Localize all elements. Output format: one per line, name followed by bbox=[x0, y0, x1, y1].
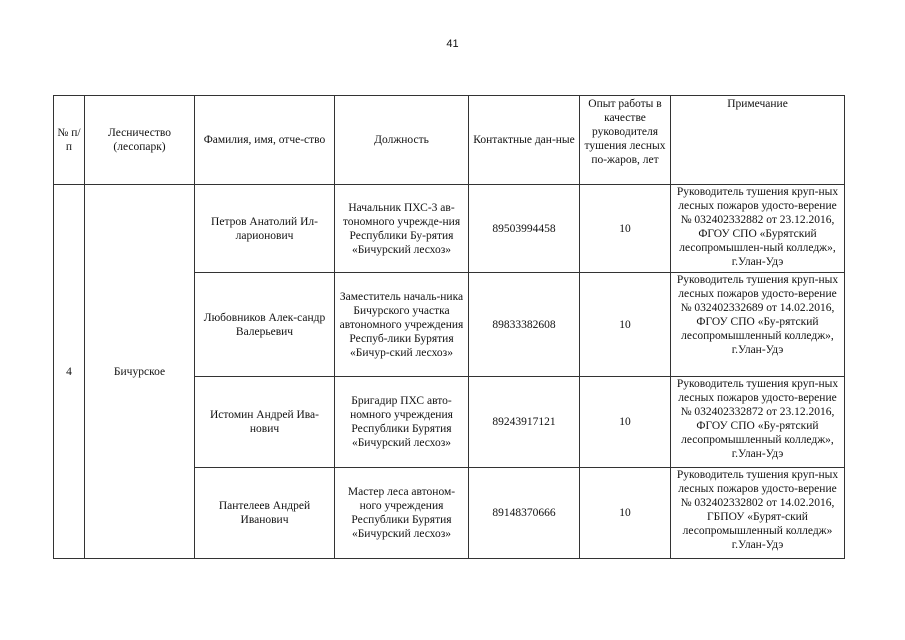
person-name: Петров Анатолий Ил-ларионович bbox=[195, 185, 335, 273]
person-experience: 10 bbox=[580, 273, 671, 377]
person-experience: 10 bbox=[580, 468, 671, 559]
person-name: Истомин Андрей Ива-нович bbox=[195, 377, 335, 468]
header-experience: Опыт работы в качестве руководителя тушения лесных по-жаров, лет bbox=[580, 96, 671, 185]
person-phone: 89148370666 bbox=[469, 468, 580, 559]
table-row bbox=[54, 185, 845, 273]
forestry-name: Бичурское bbox=[85, 185, 195, 559]
page-number: 41 bbox=[446, 38, 459, 50]
header-forestry: Лесничество (лесопарк) bbox=[85, 96, 195, 185]
person-phone: 89503994458 bbox=[469, 185, 580, 273]
person-phone: 89243917121 bbox=[469, 377, 580, 468]
person-note: Руководитель тушения круп-ных лесных пожаров удосто-верение № 032402332882 от 23.12.2016, ФГОУ СПО «Бурятский лесопромышлен-ный колледж», г.Улан-Удэ bbox=[671, 185, 845, 273]
person-position: Мастер леса автоном-ного учреждения Республики Бурятия «Бичурский лесхоз» bbox=[335, 468, 469, 559]
person-name: Любовников Алек-сандр Валерьевич bbox=[195, 273, 335, 377]
person-phone: 89833382608 bbox=[469, 273, 580, 377]
personnel-table bbox=[53, 95, 845, 559]
header-row bbox=[54, 96, 845, 185]
person-note: Руководитель тушения круп-ных лесных пожаров удосто-верение № 032402332802 от 14.02.2016, ГБПОУ «Бурят-ский лесопромышленный колледж» г.Улан-Удэ bbox=[671, 468, 845, 559]
person-position: Бригадир ПХС авто-номного учреждения Республики Бурятия «Бичурский лесхоз» bbox=[335, 377, 469, 468]
header-num: № п/п bbox=[54, 96, 85, 185]
person-name: Пантелеев Андрей Иванович bbox=[195, 468, 335, 559]
person-experience: 10 bbox=[580, 185, 671, 273]
header-note: Примечание bbox=[671, 96, 845, 185]
person-position: Начальник ПХС-3 ав-тономного учрежде-ния Республики Бу-рятия «Бичурский лесхоз» bbox=[335, 185, 469, 273]
header-contacts: Контактные дан-ные bbox=[469, 96, 580, 185]
group-number: 4 bbox=[54, 185, 85, 559]
person-position: Заместитель началь-ника Бичурского участка автономного учреждения Респуб-лики Бурятия «Бичур-ский лесхоз» bbox=[335, 273, 469, 377]
header-position: Должность bbox=[335, 96, 469, 185]
header-name: Фамилия, имя, отче-ство bbox=[195, 96, 335, 185]
person-experience: 10 bbox=[580, 377, 671, 468]
person-note: Руководитель тушения круп-ных лесных пожаров удосто-верение № 032402332872 от 23.12.2016, ФГОУ СПО «Бу-рятский лесопромышленный колледж», г.Улан-Удэ bbox=[671, 377, 845, 468]
person-note: Руководитель тушения круп-ных лесных пожаров удосто-верение № 032402332689 от 14.02.2016, ФГОУ СПО «Бу-рятский лесопромышленный колледж», г.Улан-Удэ bbox=[671, 273, 845, 377]
